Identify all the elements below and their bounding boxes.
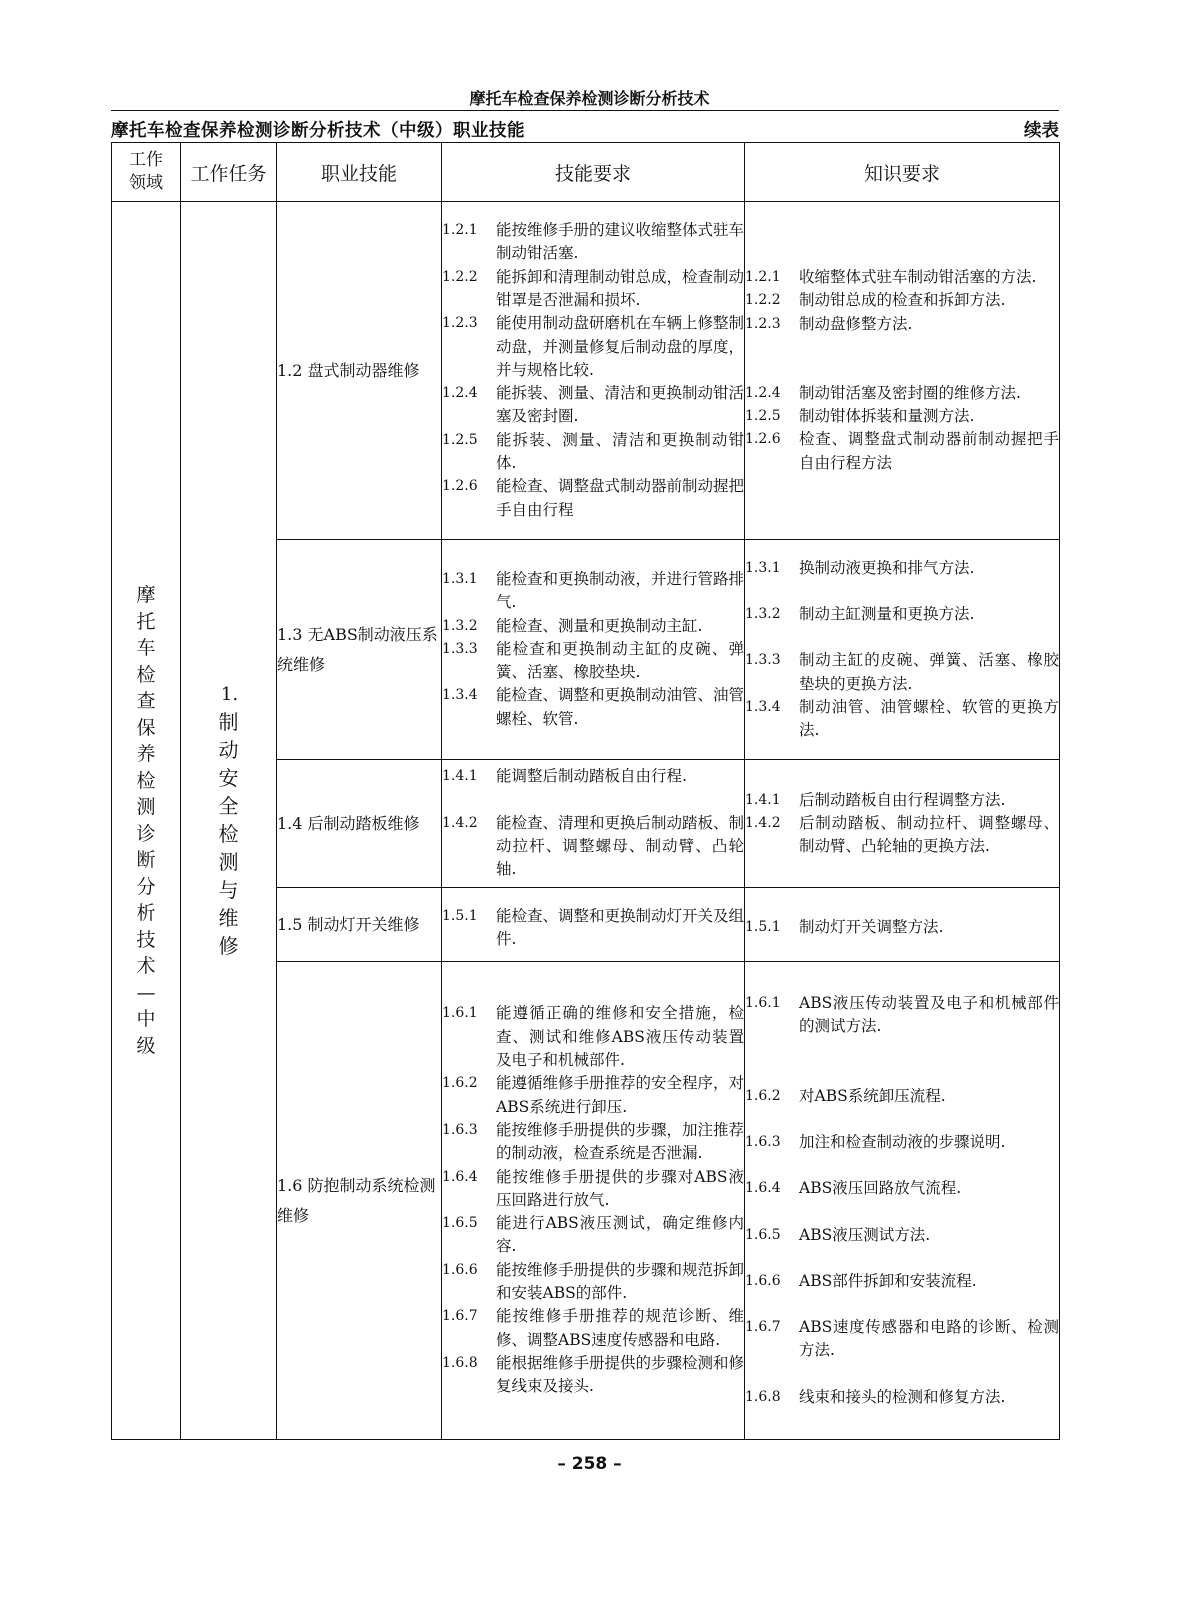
running-head: 摩托车检查保养检测诊断分析技术 bbox=[469, 89, 710, 108]
skill-cell bbox=[277, 540, 442, 760]
ability-cell bbox=[442, 760, 745, 888]
ability-cell bbox=[442, 962, 745, 1440]
list-item: 1.3.1 能检查和更换制动液，并进行管路排气. bbox=[442, 569, 745, 612]
ability-cell bbox=[442, 202, 745, 540]
list-item: 1.6.8 线束和接头的检测和修复方法. bbox=[745, 1387, 1006, 1406]
list-item: 1.6.2 对ABS系统卸压流程. bbox=[745, 1086, 946, 1105]
knowledge-cell bbox=[745, 540, 1060, 760]
list-item: 1.6.7 能按维修手册推荐的规范诊断、维修、调整ABS速度传感器和电路. bbox=[442, 1307, 744, 1349]
list-item: 1.6.1 ABS液压传动装置及电子和机械部件的测试方法. bbox=[745, 994, 1059, 1036]
list-item: 1.2.3 制动盘修整方法. bbox=[745, 314, 913, 333]
list-item: 1.3.4 能检查、调整和更换制动油管、油管螺栓、软管. bbox=[442, 686, 745, 728]
skill-cell bbox=[277, 760, 442, 888]
knowledge-cell bbox=[745, 760, 1060, 888]
ability-cell bbox=[442, 540, 745, 760]
knowledge-cell bbox=[745, 962, 1060, 1440]
list-item: 1.2.6 能检查、调整盘式制动器前制动握把手自由行程 bbox=[442, 477, 745, 519]
list-item: 1.5.1 制动灯开关调整方法. bbox=[745, 918, 944, 937]
list-item: 1.6.6 ABS部件拆卸和安装流程. bbox=[745, 1271, 977, 1290]
work-area-label: 摩托车检查保养检测诊断分析技术—中级 bbox=[136, 584, 156, 1057]
skill-label: 1.2 盘式制动器维修 bbox=[277, 360, 420, 380]
list-item: 1.6.2 能遵循维修手册推荐的安全程序，对ABS系统进行卸压. bbox=[442, 1074, 745, 1116]
list-item: 1.2.2 制动钳总成的检查和拆卸方法. bbox=[745, 291, 1006, 310]
skill-label: 1.5 制动灯开关维修 bbox=[277, 914, 420, 934]
list-item: 1.4.2 能检查、清理和更换后制动踏板、制动拉杆、调整螺母、制动臂、凸轮轴. bbox=[442, 813, 745, 879]
list-item: 1.2.6 检查、调整盘式制动器前制动握把手自由行程方法 bbox=[745, 430, 1059, 472]
page-number: – 258 – bbox=[557, 1454, 622, 1474]
header-task: 工作任务 bbox=[181, 143, 277, 202]
list-item: 1.2.2 能拆卸和清理制动钳总成，检查制动钳罩是否泄漏和损坏. bbox=[442, 267, 745, 309]
list-item: 1.2.5 能拆装、测量、清洁和更换制动钳体. bbox=[442, 430, 744, 473]
work-area-cell bbox=[112, 202, 181, 1440]
knowledge-cell bbox=[745, 888, 1060, 962]
continued-label: 续表 bbox=[1024, 121, 1059, 141]
task-number: 1. bbox=[220, 683, 239, 705]
list-item: 1.6.1 能遵循正确的维修和安全措施，检查、测试和维修ABS液压传动装置及电子和机械部件. bbox=[442, 1004, 744, 1070]
list-item: 1.6.4 ABS液压回路放气流程. bbox=[745, 1179, 962, 1198]
list-item: 1.6.5 能进行ABS液压测试，确定维修内容. bbox=[442, 1214, 744, 1256]
list-item: 1.2.1 能按维修手册的建议收缩整体式驻车制动钳活塞. bbox=[442, 221, 745, 263]
list-item: 1.3.2 制动主缸测量和更换方法. bbox=[745, 604, 975, 623]
knowledge-cell bbox=[745, 202, 1060, 540]
header-area: 工作领域 bbox=[112, 143, 181, 202]
skill-cell bbox=[277, 202, 442, 540]
list-item: 1.3.4 制动油管、油管螺栓、软管的更换方法. bbox=[745, 697, 1059, 740]
table-row bbox=[112, 202, 1060, 540]
skills-table bbox=[111, 142, 1060, 1440]
work-task-cell bbox=[181, 202, 277, 1440]
skill-label: 1.6 防抱制动系统检测维修 bbox=[277, 1175, 436, 1225]
list-item: 1.4.1 后制动踏板自由行程调整方法. bbox=[745, 790, 1006, 809]
table-title: 摩托车检查保养检测诊断分析技术（中级）职业技能 bbox=[111, 121, 525, 141]
list-item: 1.2.4 能拆装、测量、清洁和更换制动钳活塞及密封圈. bbox=[442, 384, 745, 426]
header-ability: 技能要求 bbox=[442, 143, 745, 202]
ability-cell bbox=[442, 888, 745, 962]
header-skill: 职业技能 bbox=[277, 143, 442, 202]
list-item: 1.6.5 ABS液压测试方法. bbox=[745, 1225, 931, 1244]
skill-cell bbox=[277, 888, 442, 962]
skill-label: 1.3 无ABS制动液压系统维修 bbox=[277, 624, 438, 674]
list-item: 1.4.1 能调整后制动踏板自由行程. bbox=[442, 767, 687, 786]
list-item: 1.3.3 制动主缸的皮碗、弹簧、活塞、橡胶垫块的更换方法. bbox=[745, 651, 1059, 693]
list-item: 1.6.7 ABS速度传感器和电路的诊断、检测方法. bbox=[745, 1318, 1059, 1360]
list-item: 1.3.3 能检查和更换制动主缸的皮碗、弹簧、活塞、橡胶垫块. bbox=[442, 639, 744, 682]
header-knowledge: 知识要求 bbox=[745, 143, 1060, 202]
list-item: 1.2.5 制动钳体拆装和量测方法. bbox=[745, 407, 975, 426]
list-item: 1.2.1 收缩整体式驻车制动钳活塞的方法. bbox=[745, 267, 1037, 286]
list-item: 1.5.1 能检查、调整和更换制动灯开关及组件. bbox=[442, 906, 745, 948]
table-header-row bbox=[112, 143, 1060, 202]
list-item: 1.6.4 能按维修手册提供的步骤对ABS液压回路进行放气. bbox=[442, 1167, 744, 1209]
skill-label: 1.4 后制动踏板维修 bbox=[277, 813, 420, 833]
list-item: 1.6.6 能按维修手册提供的步骤和规范拆卸和安装ABS的部件. bbox=[442, 1260, 745, 1303]
list-item: 1.4.2 后制动踏板、制动拉杆、调整螺母、制动臂、凸轮轴的更换方法. bbox=[745, 813, 1059, 856]
list-item: 1.3.1 换制动液更换和排气方法. bbox=[745, 558, 975, 577]
list-item: 1.6.3 能按维修手册提供的步骤，加注推荐的制动液，检查系统是否泄漏. bbox=[442, 1120, 745, 1163]
list-item: 1.2.4 制动钳活塞及密封圈的维修方法. bbox=[745, 383, 1021, 402]
list-item: 1.3.2 能检查、测量和更换制动主缸. bbox=[442, 616, 703, 635]
list-item: 1.2.3 能使用制动盘研磨机在车辆上修整制动盘，并测量修复后制动盘的厚度，并与规格比较. bbox=[442, 314, 745, 379]
header-rule bbox=[111, 110, 1059, 111]
list-item: 1.6.8 能根据维修手册提供的步骤检测和修复线束及接头. bbox=[442, 1353, 745, 1396]
skill-cell bbox=[277, 962, 442, 1440]
task-label: 制动安全检测与维修 bbox=[218, 709, 239, 958]
list-item: 1.6.3 加注和检查制动液的步骤说明. bbox=[745, 1132, 1006, 1151]
